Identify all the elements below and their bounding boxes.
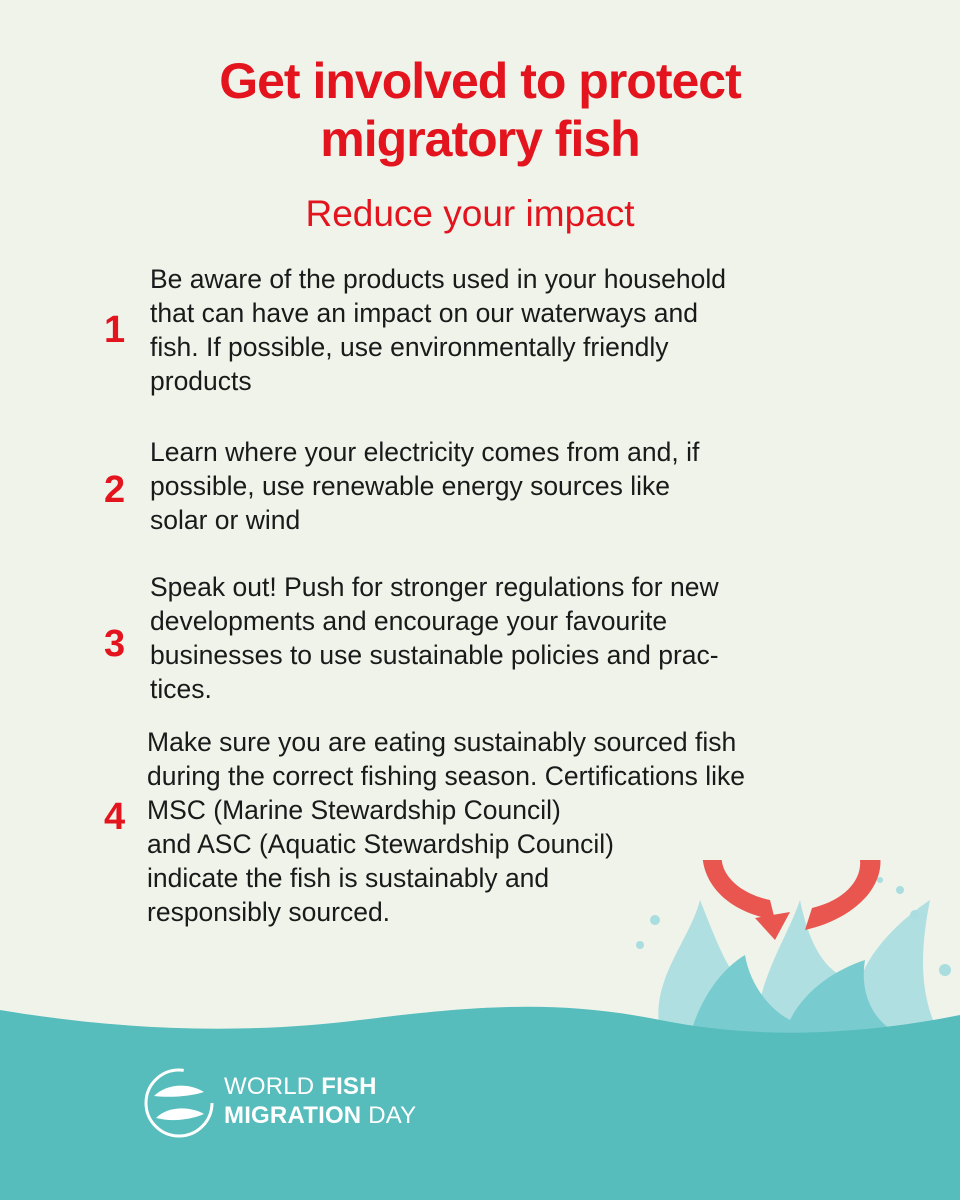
title-line-1: Get involved to protect xyxy=(219,53,741,109)
logo-wordmark xyxy=(224,1072,416,1130)
logo-fish: FISH xyxy=(321,1073,377,1100)
tip-text-3: Speak out! Push for stronger regulations for new developments and encourage your favourite businesses to use sustainable policies and prac- tices. xyxy=(150,572,719,704)
title-line-2: migratory fish xyxy=(320,111,640,167)
water-splash-icon xyxy=(636,877,951,1040)
logo-day: DAY xyxy=(361,1102,417,1129)
logo-line-1 xyxy=(224,1072,416,1101)
tip-number-4: 4 xyxy=(104,796,126,838)
tip-text-2: Learn where your electricity comes from and, if possible, use renewable energy sources like solar or wind xyxy=(150,437,700,535)
logo-world: WORLD xyxy=(224,1073,322,1100)
logo-migration: MIGRATION xyxy=(224,1102,362,1129)
logo-line-2 xyxy=(224,1101,416,1130)
section-subtitle: Reduce your impact xyxy=(305,193,635,234)
page-title xyxy=(0,52,960,168)
tip-text-1: Be aware of the products used in your household that can have an impact on our waterways and fish. If possible, use environmentally friendly products xyxy=(150,264,727,396)
tip-text-4: Make sure you are eating sustainably sourced fish during the correct fishing season. Certifications like MSC (Marine Stewardship Council) and ASC (Aquatic Stewardship Council) indicate the fish is sustainably and responsibly sourced. xyxy=(147,727,746,927)
tip-number-2: 2 xyxy=(104,469,126,511)
water-wave-illustration xyxy=(0,860,960,1200)
fish-logo-icon xyxy=(142,1066,216,1140)
tip-number-3: 3 xyxy=(104,623,126,665)
tip-number-1: 1 xyxy=(104,309,126,351)
